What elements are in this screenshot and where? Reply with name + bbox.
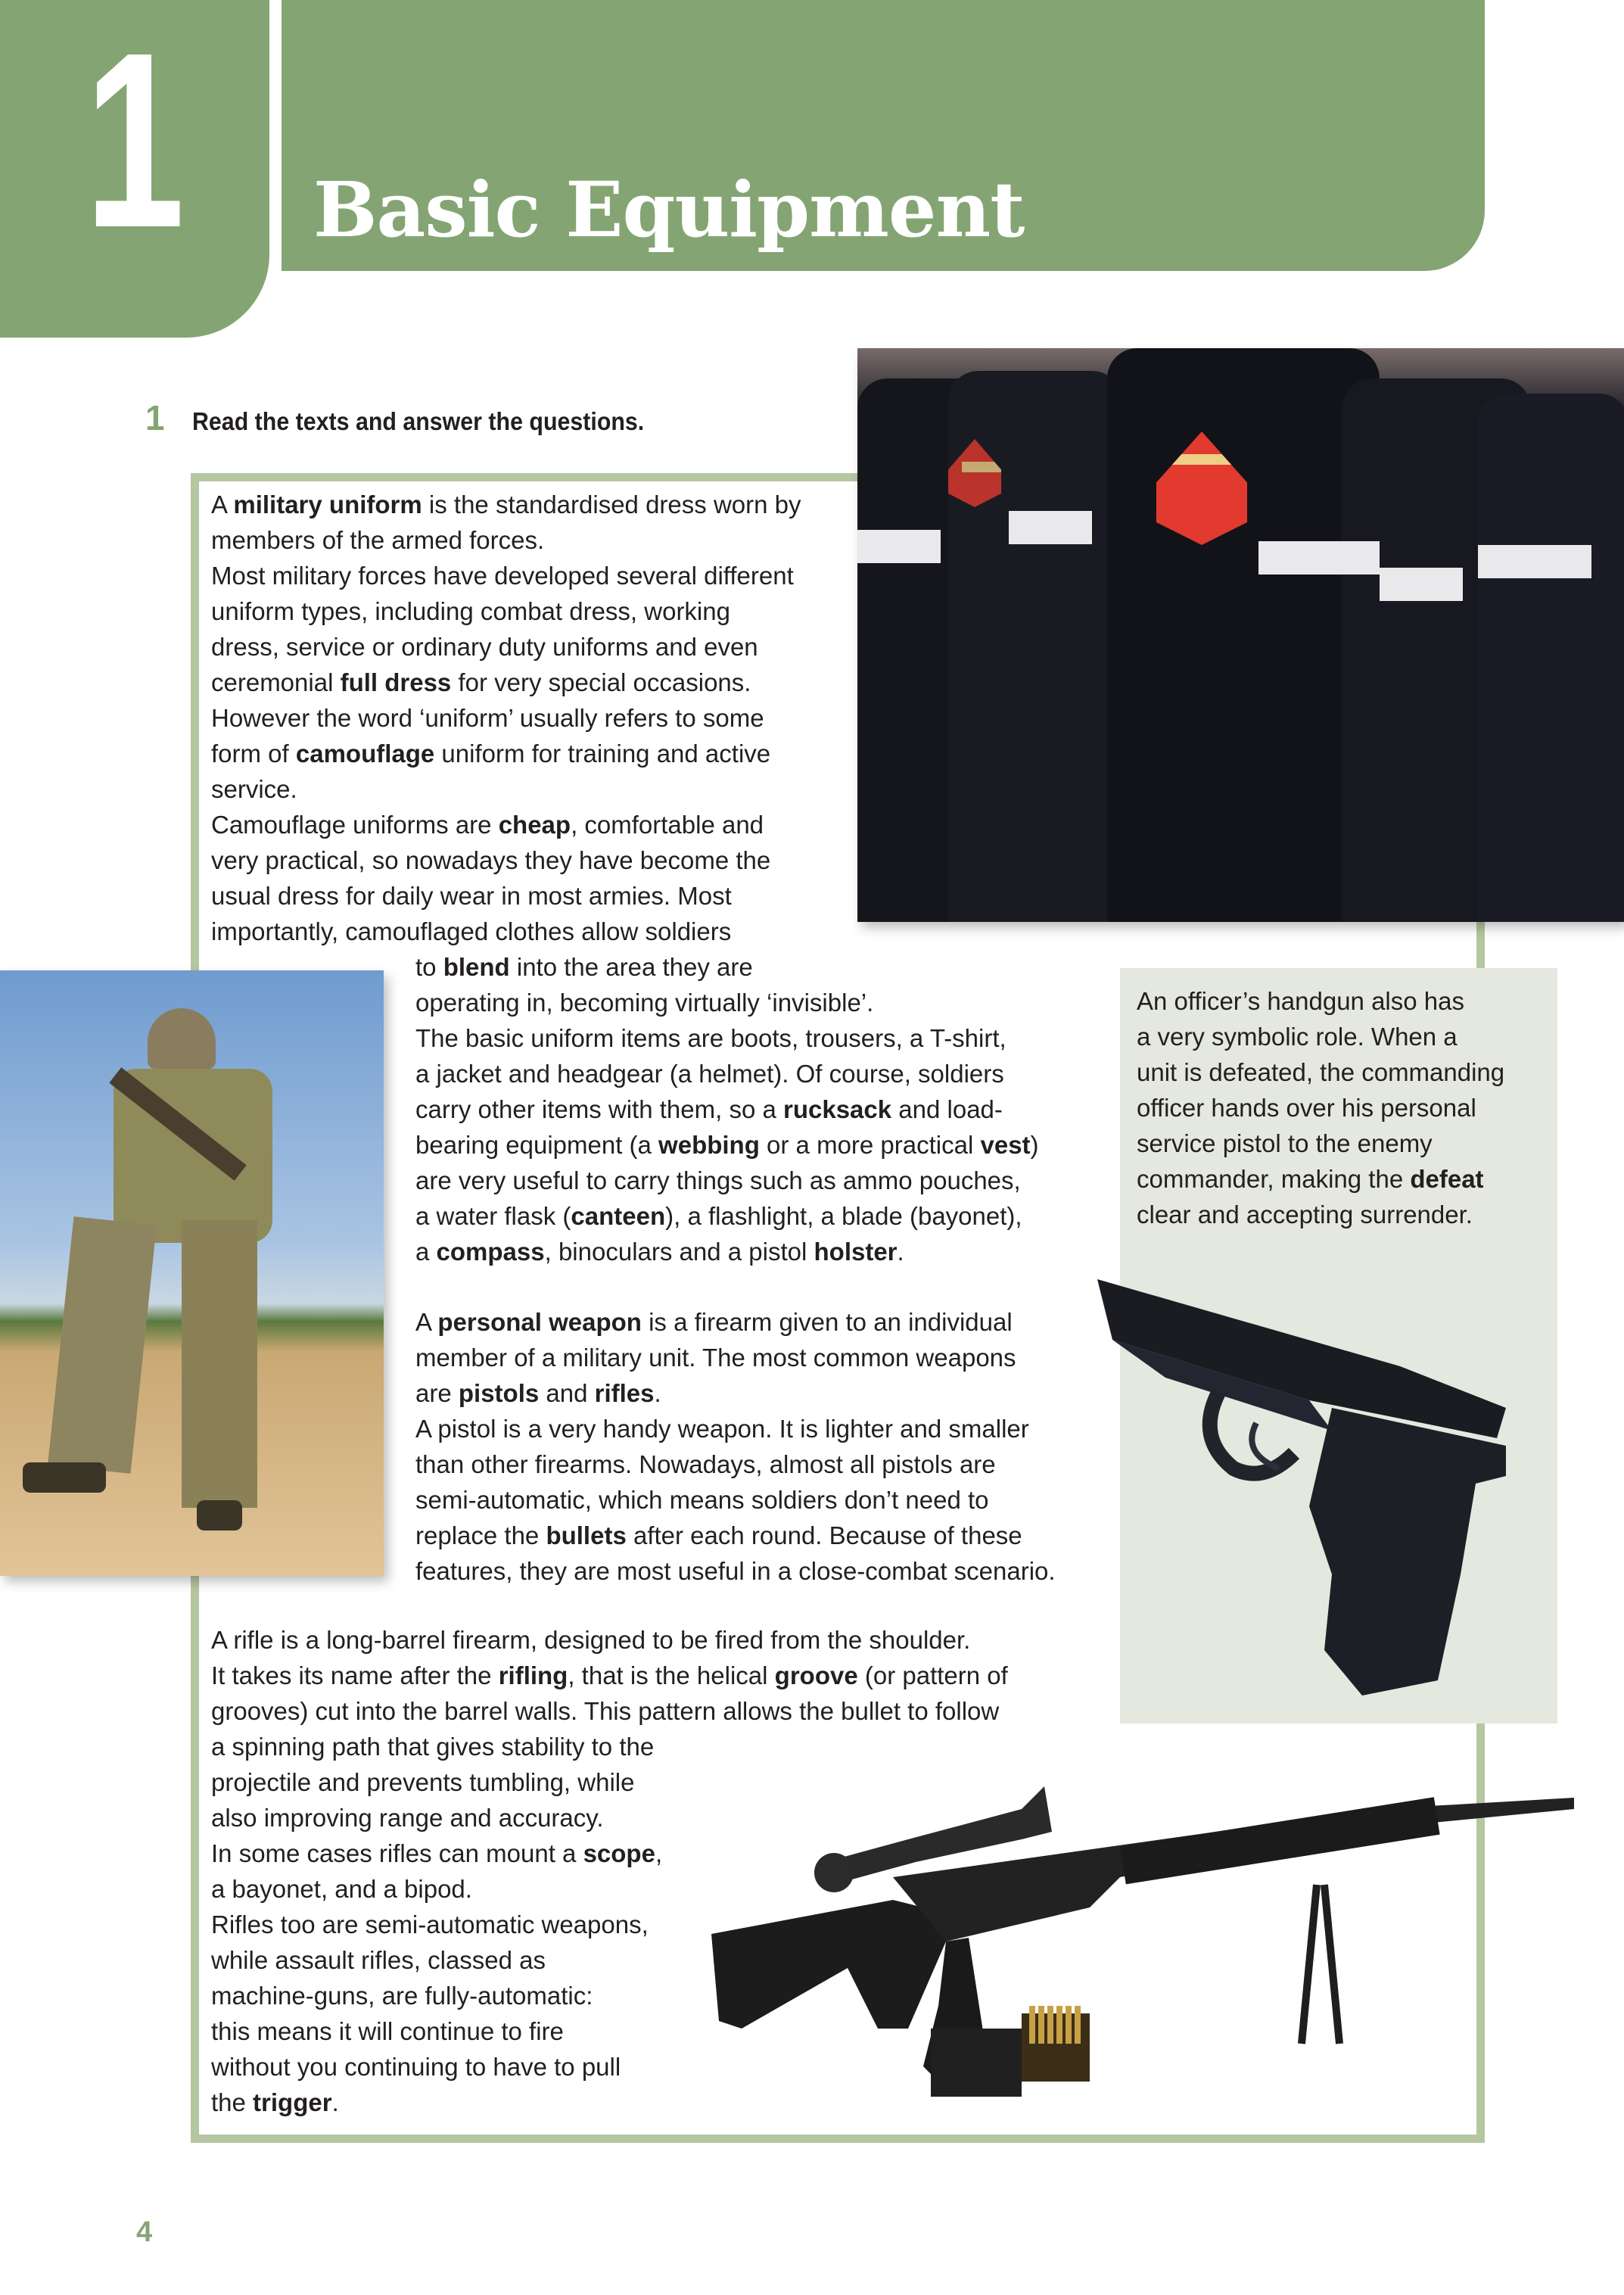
text-run: . (897, 1238, 904, 1266)
white-belt (1380, 568, 1463, 601)
text-run: In some cases rifles can mount a (211, 1839, 583, 1867)
key-term: vest (980, 1131, 1031, 1159)
text-military-uniform (211, 487, 801, 949)
text-run: is the standardised dress worn by (422, 490, 801, 518)
text-run: A (211, 490, 234, 518)
key-term: scope (583, 1839, 655, 1867)
text-run: ) (1030, 1131, 1039, 1159)
text-run: replace the (415, 1521, 546, 1549)
text-basic-equipment (415, 949, 1039, 1269)
text-line (415, 985, 1039, 1020)
text-run: carry other items with them, so a (415, 1095, 783, 1123)
text-run: unit is defeated, the commanding (1137, 1058, 1505, 1086)
text-run: a very symbolic role. When a (1137, 1023, 1458, 1051)
text-run: A rifle is a long-barrel firearm, designed to be fired from the shoulder. (211, 1626, 971, 1654)
key-term: bullets (546, 1521, 627, 1549)
text-line (415, 1553, 1056, 1589)
text-run: commander, making the (1137, 1165, 1411, 1193)
text-run: for very special occasions. (451, 668, 751, 696)
text-line (415, 1091, 1039, 1127)
white-belt (1478, 545, 1591, 578)
text-line (415, 1020, 1039, 1056)
text-line (1137, 1090, 1504, 1126)
text-line (211, 1658, 1008, 1693)
soldier-photo (0, 970, 384, 1576)
text-run: member of a military unit. The most common weapons (415, 1344, 1016, 1372)
key-term: military uniform (233, 490, 422, 518)
text-run: projectile and prevents tumbling, while (211, 1768, 635, 1796)
text-run: and (539, 1379, 595, 1407)
text-run: a jacket and headgear (a helmet). Of course, soldiers (415, 1060, 1004, 1088)
text-run: or a more practical (759, 1131, 981, 1159)
text-line (211, 629, 801, 665)
text-line (211, 807, 801, 842)
key-term: holster (814, 1238, 898, 1266)
text-line (211, 1693, 1008, 1729)
exercise-number: 1 (145, 398, 165, 438)
key-term: webbing (658, 1131, 760, 1159)
text-line (1137, 1019, 1504, 1054)
text-line (1137, 983, 1504, 1019)
text-line (415, 1163, 1039, 1198)
text-run: a water flask ( (415, 1202, 571, 1230)
text-line (415, 1411, 1056, 1446)
text-run: grooves) cut into the barrel walls. This pattern allows the bullet to follow (211, 1697, 1000, 1725)
text-run: than other firearms. Nowadays, almost all pistols are (415, 1450, 996, 1478)
text-run: The basic uniform items are boots, trousers, a T-shirt, (415, 1024, 1006, 1052)
text-line (415, 1518, 1056, 1553)
exercise-instruction: Read the texts and answer the questions. (192, 407, 645, 435)
text-run: service pistol to the enemy (1137, 1129, 1433, 1157)
text-run: without you continuing to have to pull (211, 2053, 621, 2081)
white-belt (857, 530, 941, 563)
text-line (211, 487, 801, 522)
text-run: A (415, 1308, 438, 1336)
text-run: semi-automatic, which means soldiers don’t need to (415, 1486, 989, 1514)
chapter-number: 1 (84, 0, 185, 279)
leg (48, 1216, 157, 1474)
text-line (211, 1622, 1008, 1658)
exercise-heading (145, 397, 683, 438)
text-run: are (415, 1379, 459, 1407)
page-number: 4 (136, 2216, 153, 2248)
text-run: this means it will continue to fire (211, 2017, 564, 2045)
text-run: , comfortable and (571, 811, 764, 839)
text-run: Most military forces have developed several different (211, 562, 794, 590)
white-belt (1258, 541, 1380, 575)
text-line (211, 1729, 1008, 1764)
text-run: is a firearm given to an individual (641, 1308, 1013, 1336)
text-line (415, 1056, 1039, 1091)
text-line (1137, 1054, 1504, 1090)
text-line (211, 665, 801, 700)
text-run: importantly, camouflaged clothes allow soldiers (211, 917, 732, 945)
text-run: bearing equipment (a (415, 1131, 659, 1159)
chapter-number-tab (0, 0, 269, 338)
text-run: ceremonial (211, 668, 341, 696)
text-line (415, 1198, 1039, 1234)
text-run: a spinning path that gives stability to the (211, 1733, 655, 1761)
text-run: are very useful to carry things such as ammo pouches, (415, 1166, 1021, 1194)
text-run: clear and accepting surrender. (1137, 1200, 1473, 1228)
text-run: to (415, 953, 443, 981)
key-term: canteen (571, 1202, 666, 1230)
key-term: rucksack (783, 1095, 892, 1123)
white-belt (1009, 511, 1092, 544)
marine-figure (1478, 394, 1624, 922)
text-run: also improving range and accuracy. (211, 1804, 604, 1832)
text-line (1137, 1197, 1504, 1232)
key-term: defeat (1410, 1165, 1484, 1193)
text-run: An officer’s handgun also has (1137, 987, 1464, 1015)
key-term: trigger (253, 2088, 332, 2116)
text-run: usual dress for daily wear in most armies. Most (211, 882, 732, 910)
text-line (415, 1446, 1056, 1482)
text-run: operating in, becoming virtually ‘invisible’. (415, 989, 874, 1017)
leg (182, 1220, 257, 1508)
text-run: A pistol is a very handy weapon. It is lighter and smaller (415, 1415, 1029, 1443)
text-line (211, 878, 801, 914)
chapter-title-bar (282, 0, 1485, 271)
text-run: form of (211, 740, 296, 768)
text-run: members of the armed forces. (211, 526, 545, 554)
text-line (211, 736, 801, 771)
rifle-icon (696, 1779, 1574, 2127)
key-term: rifles (594, 1379, 655, 1407)
text-line (211, 771, 801, 807)
text-line (211, 593, 801, 629)
text-line (415, 1340, 1056, 1375)
text-run: and load- (891, 1095, 1003, 1123)
text-line (415, 1234, 1039, 1269)
text-run: service. (211, 775, 297, 803)
text-run: Rifles too are semi-automatic weapons, (211, 1910, 649, 1938)
text-run: machine-guns, are fully-automatic: (211, 1982, 593, 2010)
text-run: features, they are most useful in a close-combat scenario. (415, 1557, 1056, 1585)
uniforms-photo (857, 348, 1624, 922)
marine-figure (1107, 348, 1380, 922)
text-run: . (331, 2088, 339, 2116)
text-run: It takes its name after the (211, 1661, 499, 1689)
text-run: , that is the helical (568, 1661, 775, 1689)
text-run: very practical, so nowadays they have become the (211, 846, 771, 874)
text-run: into the area they are (509, 953, 753, 981)
text-personal-weapon (415, 1304, 1056, 1589)
text-run: officer hands over his personal (1137, 1094, 1476, 1122)
text-run: the (211, 2088, 254, 2116)
text-run: uniform for training and active (434, 740, 771, 768)
key-term: rifling (498, 1661, 568, 1689)
text-line (415, 1482, 1056, 1518)
text-line (1137, 1126, 1504, 1161)
text-line (415, 1375, 1056, 1411)
key-term: camouflage (295, 740, 435, 768)
text-run: (or pattern of (857, 1661, 1008, 1689)
helmet (148, 1008, 216, 1069)
text-run: dress, service or ordinary duty uniforms and even (211, 633, 758, 661)
text-line (211, 914, 801, 949)
text-run: after each round. Because of these (626, 1521, 1022, 1549)
pistol-icon (1082, 1256, 1521, 1711)
text-run: Camouflage uniforms are (211, 811, 499, 839)
key-term: blend (443, 953, 510, 981)
text-line (211, 522, 801, 558)
text-run: a bayonet, and a bipod. (211, 1875, 472, 1903)
text-run: However the word ‘uniform’ usually refers to some (211, 704, 764, 732)
text-run: , (655, 1839, 663, 1867)
text-run: ), a flashlight, a blade (bayonet), (665, 1202, 1022, 1230)
text-run: uniform types, including combat dress, working (211, 597, 730, 625)
text-line (211, 842, 801, 878)
text-run: while assault rifles, classed as (211, 1946, 546, 1974)
text-line (211, 700, 801, 736)
key-term: groove (774, 1661, 858, 1689)
boot (23, 1462, 106, 1493)
text-line (1137, 1161, 1504, 1197)
text-line (415, 1127, 1039, 1163)
text-run: a (415, 1238, 437, 1266)
chapter-title: Basic Equipment (313, 165, 1025, 254)
key-term: personal weapon (437, 1308, 642, 1336)
text-run: . (654, 1379, 661, 1407)
text-run: , binoculars and a pistol (544, 1238, 814, 1266)
text-line (415, 1304, 1056, 1340)
key-term: compass (436, 1238, 545, 1266)
text-line (211, 558, 801, 593)
boot (197, 1500, 242, 1531)
sidebar-text (1137, 983, 1504, 1232)
text-line (415, 949, 1039, 985)
key-term: pistols (458, 1379, 540, 1407)
key-term: cheap (498, 811, 571, 839)
key-term: full dress (340, 668, 452, 696)
